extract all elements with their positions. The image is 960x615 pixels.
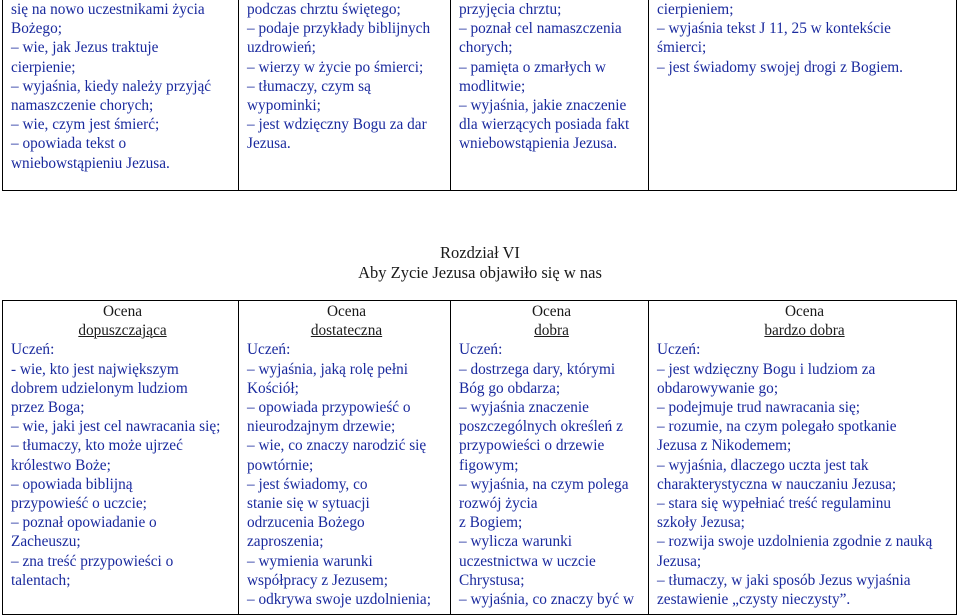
text-line: Jezusa. bbox=[247, 135, 291, 153]
text-line: – wyjaśnia, co znaczy być w bbox=[459, 591, 634, 609]
text-line: – wymienia warunki bbox=[247, 552, 373, 570]
text-line: – tłumaczy, czym są bbox=[247, 77, 371, 95]
text-line: namaszczenie chorych; bbox=[11, 97, 154, 115]
text-line: charakterystyczna w nauczaniu Jezusa; bbox=[657, 475, 897, 493]
grade-column-dostateczna bbox=[239, 301, 451, 615]
text-line: szkoły Jezusa; bbox=[657, 514, 745, 532]
text-line: – wyjaśnia, na czym polega bbox=[459, 475, 629, 493]
text-line: – wyjaśnia, kiedy należy przyjąć bbox=[11, 77, 212, 95]
text-line: rozwój życia bbox=[459, 495, 538, 513]
text-line: – stara się wypełniać treść regulaminu bbox=[657, 495, 892, 513]
grade-title: Ocena bbox=[102, 303, 143, 320]
grade-title: Ocena bbox=[531, 303, 572, 320]
text-line: – wyjaśnia, jaką rolę pełni bbox=[247, 360, 408, 378]
top-cell-1 bbox=[3, 0, 239, 191]
student-label: Uczeń: bbox=[11, 341, 55, 359]
text-line: – wyjaśnia, jakie znaczenie bbox=[459, 97, 627, 115]
text-line: przypowieści o drzewie bbox=[459, 437, 605, 455]
text-line: – jest wdzięczny Bogu za dar bbox=[247, 116, 427, 134]
text-line: – jest świadomy, co bbox=[247, 475, 368, 493]
text-line: śmierci; bbox=[657, 39, 707, 57]
text-line: – wierzy w życie po śmierci; bbox=[247, 58, 424, 76]
text-line: wniebowstąpienia Jezusa. bbox=[459, 135, 618, 153]
text-line: talentach; bbox=[11, 571, 71, 589]
text-line: – rozumie, na czym polegało spotkanie bbox=[657, 418, 897, 436]
grade-title: Ocena bbox=[784, 303, 825, 320]
text-line: z Bogiem; bbox=[459, 514, 523, 532]
text-line: – opowiada tekst o bbox=[11, 135, 127, 153]
text-line: wypominki; bbox=[247, 97, 321, 115]
grade-name: dobra bbox=[534, 322, 569, 340]
text-line: – wylicza warunki bbox=[459, 533, 572, 551]
text-line: chorych; bbox=[459, 39, 513, 57]
text-line: – podejmuje trud nawracania się; bbox=[657, 399, 861, 417]
text-line: podczas chrztu świętego; bbox=[247, 1, 401, 18]
text-line: – poznał cel namaszczenia bbox=[459, 20, 622, 38]
text-line: – poznał opowiadanie o bbox=[11, 514, 157, 532]
text-line: się na nowo uczestnikami życia bbox=[11, 1, 205, 18]
student-label: Uczeń: bbox=[657, 341, 701, 359]
text-line: modlitwie; bbox=[459, 77, 526, 95]
text-line: cierpieniem; bbox=[657, 1, 734, 18]
text-line: – opowiada przypowieść o bbox=[247, 399, 411, 417]
text-line: – wyjaśnia, dlaczego uczta jest tak bbox=[657, 456, 869, 474]
text-line: Jezusa z Nikodemem; bbox=[657, 437, 792, 455]
text-line: – rozwija swoje uzdolnienia zgodnie z nauką bbox=[657, 533, 933, 551]
text-line: Chrystusa; bbox=[459, 571, 525, 589]
text-line: powtórnie; bbox=[247, 456, 314, 474]
text-line: – zna treść przypowieści o bbox=[11, 552, 174, 570]
text-line: królestwo Boże; bbox=[11, 456, 111, 474]
grade-column-bardzo-dobra bbox=[649, 301, 957, 615]
text-line: wniebowstąpieniu Jezusa. bbox=[11, 154, 170, 172]
top-cell-4 bbox=[649, 0, 957, 191]
text-line: nieurodzajnym drzewie; bbox=[247, 418, 396, 436]
chapter-title: Aby Zycie Jezusa objawiło się w nas bbox=[358, 263, 602, 282]
text-line: Bożego; bbox=[11, 20, 62, 38]
text-line: – wie, czym jest śmierć; bbox=[11, 116, 160, 134]
text-line: uczestnictwa w uczcie bbox=[459, 552, 596, 570]
text-line: – wie, co znaczy narodzić się bbox=[247, 437, 427, 455]
text-line: współpracy z Jezusem; bbox=[247, 571, 389, 589]
text-line: – wie, jaki jest cel nawracania się; bbox=[11, 418, 221, 436]
text-line: Jezusa; bbox=[657, 552, 702, 570]
text-line: odrzucenia Bożego bbox=[247, 514, 365, 532]
text-line: stanie się w sytuacji bbox=[247, 495, 370, 513]
text-line: – dostrzega dary, którymi bbox=[459, 360, 616, 378]
grade-title: Ocena bbox=[326, 303, 367, 320]
text-line: – opowiada biblijną bbox=[11, 475, 133, 493]
grade-name: bardzo dobra bbox=[764, 322, 845, 340]
text-line: przez Boga; bbox=[11, 399, 85, 417]
text-line: – wyjaśnia tekst J 11, 25 w kontekście bbox=[657, 20, 891, 38]
grade-name: dopuszczająca bbox=[78, 322, 167, 340]
student-label: Uczeń: bbox=[459, 341, 503, 359]
top-requirements-table bbox=[2, 0, 957, 191]
text-line: – tłumaczy, kto może ujrzeć bbox=[11, 437, 183, 455]
text-line: – wyjaśnia znaczenie bbox=[459, 399, 589, 417]
text-line: przypowieść o uczcie; bbox=[11, 495, 147, 513]
grade-column-dobra bbox=[451, 301, 649, 615]
student-label: Uczeń: bbox=[247, 341, 291, 359]
text-line: – pamięta o zmarłych w bbox=[459, 58, 606, 76]
text-line: – tłumaczy, w jaki sposób Jezus wyjaśnia bbox=[657, 571, 911, 589]
text-line: figowym; bbox=[459, 456, 519, 474]
text-line: dla wierzących posiada fakt bbox=[459, 116, 630, 134]
text-line: obdarowywanie go; bbox=[657, 379, 779, 397]
grade-column-dopuszczajaca bbox=[3, 301, 239, 615]
grade-requirements-table bbox=[2, 300, 957, 615]
text-line: dobrem udzielonym ludziom bbox=[11, 379, 188, 397]
text-line: Zacheuszu; bbox=[11, 533, 81, 551]
text-line: przyjęcia chrztu; bbox=[459, 1, 562, 18]
text-line: uzdrowień; bbox=[247, 39, 316, 57]
text-line: zestawienie „czysty nieczysty”. bbox=[657, 591, 851, 609]
text-line: cierpienie; bbox=[11, 58, 76, 76]
text-line: zaproszenia; bbox=[247, 533, 324, 551]
text-line: – jest świadomy swojej drogi z Bogiem. bbox=[657, 58, 903, 76]
top-cell-3 bbox=[451, 0, 649, 191]
text-line: - wie, kto jest największym bbox=[11, 360, 179, 378]
text-line: – jest wdzięczny Bogu i ludziom za bbox=[657, 360, 876, 378]
text-line: poszczególnych określeń z bbox=[459, 418, 623, 436]
chapter-number: Rozdział VI bbox=[440, 243, 520, 262]
text-line: Bóg go obdarza; bbox=[459, 379, 561, 397]
text-line: – odkrywa swoje uzdolnienia; bbox=[247, 591, 431, 609]
text-line: – podaje przykłady biblijnych bbox=[247, 20, 431, 38]
text-line: Kościół; bbox=[247, 379, 299, 397]
top-cell-2 bbox=[239, 0, 451, 191]
grade-name: dostateczna bbox=[310, 322, 383, 340]
text-line: – wie, jak Jezus traktuje bbox=[11, 39, 159, 57]
